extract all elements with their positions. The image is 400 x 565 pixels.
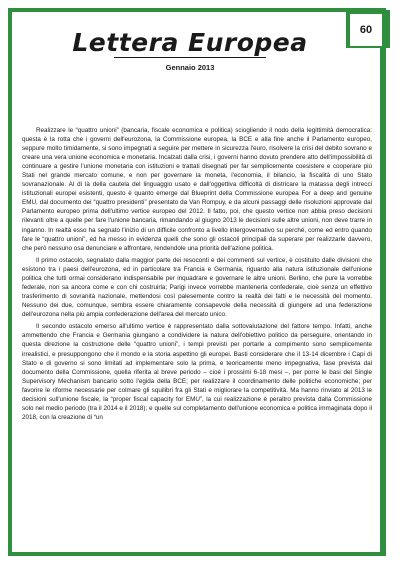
article-paragraph: Il primo ostacolo, segnalato dalla maggior parte dei resoconti e dei commenti sul vertice, è costituito dalle divisioni che esistono tra i paesi dell'eurozona, ed in particolare tra Francia e Germania, riguardo alla natura istituzionale dell'unione politica che tutti ormai considerano indispensabile per inquadrare e governare le altre unioni. Berlino, che pure la vorrebbe federale, non sa ancora come e con chi costruirla; Parigi invece vorrebbe mantenerla confederale, cioè senza un effettivo trasferimento di sovranità nazionale, mettendosi così palesemente contro la realtà dei fatti e le necessità del momento. Nessuno dei due, comunque, sembra essere chiaramente consapevole della necessità di giungere ad una federazione dell'eurozona nella più ampia confederazione dell'area del mercato unico. bbox=[22, 256, 372, 319]
page-border-bottom bbox=[8, 552, 386, 556]
article-paragraph: Realizzare le “quattro unioni” (bancaria, fiscale economica e politica) sciogliendo il nodo della legittimità democratica: questa è la rotta che i governi dell'eurozona, la Commissione europea, la BCE e alla fine anche il Parlamento europeo, seppure molto timidamente, si sono impegnati a seguire per mettere in sicurezza l'euro, risolvere la crisi del debito sovrano e creare una vera unione economica e monetaria. Incalzati dalla crisi, i governi hanno dovuto prendere atto dell'impossibilità di continuare a gestire l'unione monetaria con istituzioni e trattati disegnati per far semplicemente coesistere e cooperare più Stati nel grande mercato comune, e non per governare la moneta, l'economia, il bilancio, la fiscalità di uno Stato sovranazionale. Al di là della cautela del linguaggio usato e dall'oggettiva difficoltà di districare la matassa degli intrecci istituzionali europei esistenti, questo è quanto emerge dal Blueprint della Commissione europea For a deep and genuine EMU, dal documento dei “quattro presidenti” presentato da Van Rompuy, e da alcuni passaggi delle risoluzioni approvate dal Parlamento europeo prima dell'ultimo vertice europeo del 2012. Il fatto, poi, che questo vertice non abbia preso decisioni rilevanti oltre a quelle per fare l'unione bancaria, rimandando al giugno 2013 le decisioni sulle altre unioni, non deve trarre in inganno. In realtà esso ha segnato l'inizio di un difficile confronto a livello intergovernativo su perché, come ed entro quando fare le “quattro unioni”, ed ha messo in evidenza quelli che sono gli ostacoli principali da superare per realizzarle davvero, che però nessuno osa denunciare e affrontare, rendendole una priorità dell'azione politica. bbox=[22, 127, 372, 252]
masthead bbox=[60, 30, 320, 72]
issue-date: Gennaio 2013 bbox=[165, 63, 215, 72]
page-number-badge bbox=[350, 14, 382, 46]
masthead-title: Lettera Europea bbox=[72, 28, 308, 57]
article-body bbox=[22, 126, 372, 425]
article-paragraph: Il secondo ostacolo emerso all'ultimo vertice è rappresentato dalla sottovalutazione del fattore tempo. Infatti, anche ammettendo che Francia e Germania giungano a condividere la natura dell'obiettivo politico da perseguire, orientando in questa direzione la costruzione delle “quattro unioni”, i tempi previsti per portarle a compimento sono semplicemente irrealistici, e presuppongono che il mondo e la storia aspettino gli europei. Basti considerare che il 13-14 dicembre i Capi di Stato e di governo si sono limitati ad implementare solo la prima, e teoricamente meno impegnativa, fase prevista dal documento della Commissione, quella riferita al breve periodo – cioè i prossimi 6-18 mesi –, per porre le basi del Single Supervisory Mechanism bancario sotto l'egida della BCE; per realizzare il coordinamento delle politiche economiche; per favorire le riforme necessarie per colmare gli squilibri fra gli Stati e migliorare la competitività. Ma hanno rinviato al 2013 le decisioni sull'unione fiscale, la “proper fiscal capacity for EMU”, la cui realizzazione è peraltro prevista dalla Commissione solo nel medio periodo (tra il 2014 e il 2018); e quelle sul completamento dell'unione economica e politica immaginata dopo il 2018, con la creazione di “un bbox=[22, 323, 372, 421]
masthead-underline bbox=[114, 57, 266, 58]
page-number: 60 bbox=[359, 24, 373, 36]
page-border-right bbox=[380, 8, 386, 556]
